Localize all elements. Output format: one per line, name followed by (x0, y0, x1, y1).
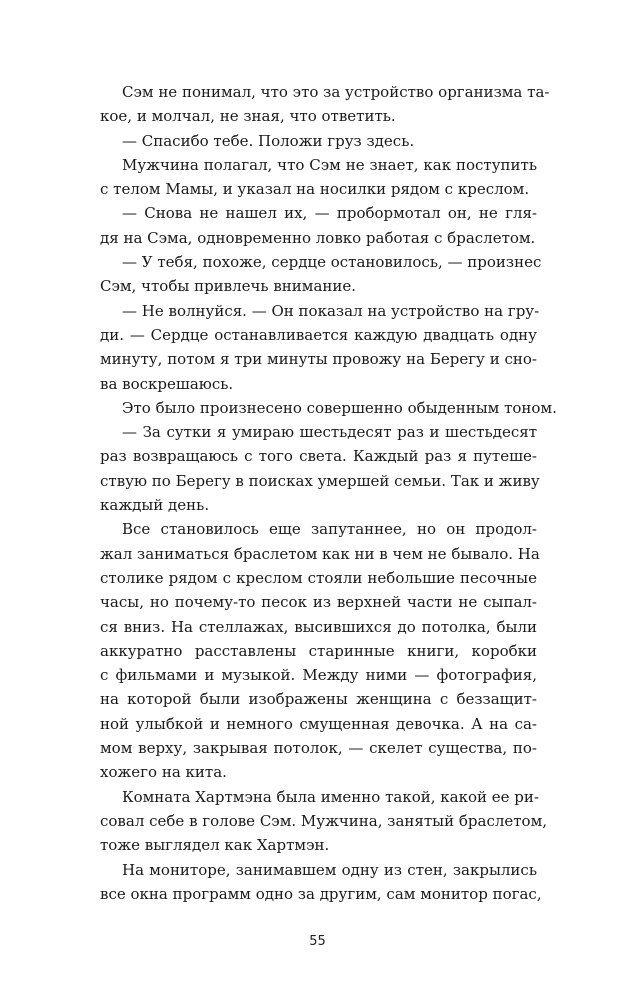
text-line: Это было произнесено совершенно обыденным тоном. (122, 398, 557, 417)
text-line: — У тебя, похоже, сердце остановилось, — произнес (122, 253, 542, 272)
text-line: совал себе в голове Сэм. Мужчина, занятый браслетом, (100, 811, 548, 830)
text-line: дя на Сэма, одновременно ловко работая с браслетом. (100, 228, 536, 247)
text-line: столике рядом с креслом стояли небольшие песочные (100, 568, 537, 587)
text-line: аккуратно расставлены старинные книги, коробки (100, 641, 537, 660)
text-line: Сэм, чтобы привлечь внимание. (100, 277, 357, 296)
text-line: раз возвращаюсь с того света. Каждый раз я путеше- (100, 447, 537, 466)
text-line: мом верху, закрывая потолок, — скелет существа, по- (100, 739, 537, 758)
body-text (100, 80, 557, 906)
text-line: ди. — Сердце останавливается каждую двадцать одну (100, 325, 537, 344)
text-line: ся вниз. На стеллажах, высившихся до потолка, были (100, 617, 537, 636)
text-line: на которой были изображены женщина с беззащит- (100, 690, 537, 709)
text-line: На мониторе, занимавшем одну из стен, закрылись (122, 860, 537, 879)
text-line: Мужчина полагал, что Сэм не знает, как поступить (122, 155, 537, 174)
text-line: ствую по Берегу в поисках умершей семьи. Так и живу (100, 471, 540, 490)
text-line: тоже выглядел как Хартмэн. (100, 836, 330, 855)
text-line: — Спасибо тебе. Положи груз здесь. (122, 131, 415, 150)
text-line: с фильмами и музыкой. Между ними — фотография, (100, 666, 537, 685)
text-line: Все становилось еще запутаннее, но он продол- (122, 520, 537, 539)
page-number: 55 (309, 934, 326, 949)
text-line: — Снова не нашел их, — пробормотал он, не гля- (122, 204, 537, 223)
text-line: — Не волнуйся. — Он показал на устройство на гру- (122, 301, 540, 320)
text-line: кое, и молчал, не зная, что ответить. (100, 107, 396, 126)
text-line: хожего на кита. (100, 763, 227, 782)
text-line: Сэм не понимал, что это за устройство организма та- (122, 83, 550, 101)
text-line: ва воскрешаюсь. (100, 374, 234, 393)
text-line: — За сутки я умираю шестьдесят раз и шестьдесят (122, 423, 537, 442)
text-line: жал заниматься браслетом как ни в чем не бывало. На (100, 544, 540, 563)
text-line: все окна программ одно за другим, сам монитор погас, (100, 884, 542, 903)
text-line: ной улыбкой и немного смущенная девочка. А на са- (100, 714, 537, 733)
text-line: каждый день. (100, 496, 210, 515)
text-line: Комната Хартмэна была именно такой, какой ее ри- (122, 787, 539, 806)
text-line: с телом Мамы, и указал на носилки рядом с креслом. (100, 180, 530, 199)
text-line: часы, но почему-то песок из верхней части не сыпал- (100, 593, 537, 612)
text-line: минуту, потом я три минуты провожу на Берегу и сно- (100, 350, 537, 369)
